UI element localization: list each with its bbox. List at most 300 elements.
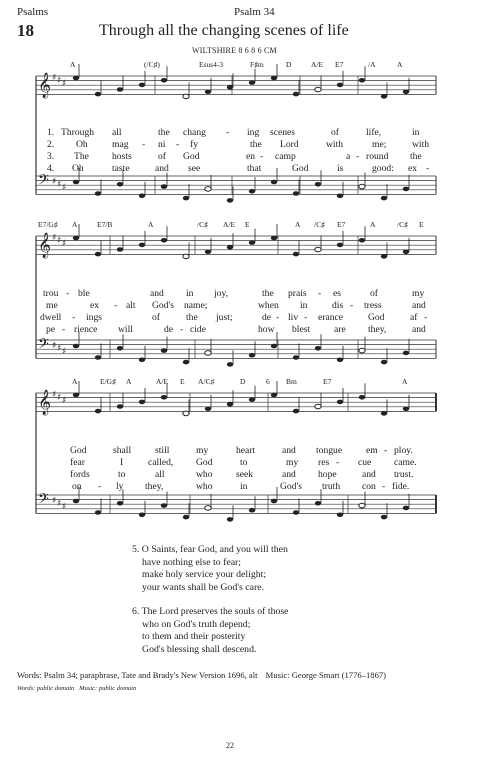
clef-glyph: ♯ [52,496,57,506]
credits [17,670,386,680]
lyric-syllable: God [70,445,87,456]
note-head [205,351,211,356]
lyric-syllable: cide [190,324,206,335]
lyric-syllable: hope [318,469,337,480]
note-head [271,344,277,349]
lyric-syllable: taste [112,163,130,174]
lyric-syllable: - [72,312,76,323]
chord: E [180,377,185,386]
lyric-syllable: will [118,324,133,335]
chord: A [72,377,78,386]
lyric-syllable: ings [86,312,102,323]
clef-glyph: ♯ [57,236,62,246]
note-head [293,510,299,515]
chord: A/E [223,220,236,229]
note-head [73,180,79,185]
note-head [381,411,387,416]
lyric-syllable: dwell [40,312,62,323]
lyric-syllable: - [318,288,322,299]
note-head [315,501,321,506]
note-head [271,393,277,398]
note-head [403,187,409,192]
lyric-syllable: I [120,457,124,468]
lyric-syllable: round [366,151,389,162]
stanza-line: make holy service your delight; [142,569,267,580]
clef-glyph: ♯ [62,79,67,89]
lyric-syllable: - [382,481,386,492]
clef-glyph: ♯ [52,341,57,351]
stanza-line: to them and their posterity [142,631,246,642]
chord: A/E [156,377,169,386]
lyric-syllable: God [196,457,213,468]
chord: 6 [266,377,270,386]
lyric-syllable: - [304,312,308,323]
lyric-syllable: and [362,469,376,480]
note-head [95,409,101,414]
lyric-syllable: camp [275,151,296,162]
note-head [359,395,365,400]
note-head [315,247,321,252]
lyric-syllable: of [370,288,378,299]
lyric-syllable: cue [358,457,372,468]
page-number: 22 [226,741,234,750]
note-head [293,409,299,414]
clef-glyph: ♯ [62,347,67,357]
note-head [249,80,255,85]
note-head [337,400,343,405]
note-head [139,513,145,518]
note-head [403,407,409,412]
lyric-syllable: my [286,457,299,468]
lyric-syllable: me [46,300,58,311]
stanza-line: 6. The Lord preserves the souls of those [132,606,289,617]
chord: A [295,220,301,229]
lyric-syllable: seek [236,469,254,480]
chord: A [402,377,408,386]
hymn-title: Through all the changing scenes of life [99,22,349,39]
verse-number: 3. [47,151,55,162]
lyric-syllable: - [180,324,184,335]
lyric-syllable: - [142,139,146,150]
lyric-syllable: a [346,151,351,162]
note-head [183,94,189,99]
lyric-syllable: - [276,312,280,323]
chord: /A [368,60,376,69]
verse-number: 2. [47,139,55,150]
note-head [139,400,145,405]
note-head [315,87,321,92]
note-head [315,404,321,409]
clef-glyph: ♯ [57,76,62,86]
clef-glyph: ♯ [57,393,62,403]
note-head [139,358,145,363]
lyric-syllable: of [158,151,166,162]
chord: A [148,220,154,229]
note-head [161,238,167,243]
note-head [161,78,167,83]
note-head [73,393,79,398]
note-head [95,510,101,515]
stanza-line: God's blessing shall descend. [142,643,257,655]
lyric-syllable: and [150,288,164,299]
note-head [161,503,167,508]
lyric-syllable: joy, [214,288,229,299]
lyric-syllable: in [300,300,308,311]
stanza-line: 5. O Saints, fear God, and you will then [132,544,288,555]
note-head [183,196,189,201]
stanza-5 [132,544,288,594]
note-head [359,78,365,83]
note-head [95,92,101,97]
lyric-syllable: they, [145,481,164,492]
note-head [293,252,299,257]
note-head [117,346,123,351]
lyric-syllable: alt [126,300,136,311]
lyric-syllable: life, [366,127,382,138]
note-head [359,348,365,353]
lyric-syllable: my [412,288,425,299]
clef-glyph: ♯ [62,183,67,193]
lyric-syllable: and [282,445,296,456]
clef-glyph: ♯ [52,233,57,243]
clef-glyph: ♯ [57,499,62,509]
stanza-line: who on God's truth depend; [142,618,251,630]
chord: Bm [286,377,297,386]
note-head [73,236,79,241]
chord: E7 [337,220,346,229]
lyric-syllable: fide. [392,481,410,492]
note-head [381,515,387,520]
note-head [403,351,409,356]
note-head [293,355,299,360]
note-head [271,180,277,185]
lyric-syllable: God's [280,481,302,492]
lyric-syllable: en [246,151,256,162]
lyric-syllable: name; [184,300,208,311]
clef-glyph: 𝄢 [38,491,49,511]
note-head [249,240,255,245]
lyric-syllable: ex [90,300,100,311]
note-head [183,411,189,416]
lyric-syllable: in [186,288,194,299]
chord: A [370,220,376,229]
note-head [117,501,123,506]
tune-name: WILTSHIRE 8 6 8 6 CM [192,46,277,55]
note-head [381,94,387,99]
lyric-syllable: me; [372,139,387,150]
lyric-syllable: called, [148,457,174,468]
clef-glyph: 𝄞 [38,73,52,98]
copyright-note: Words: public domain Music: public domain [17,685,137,692]
note-head [117,182,123,187]
note-head [161,184,167,189]
note-head [249,353,255,358]
note-head [183,515,189,520]
clef-glyph: 𝄢 [38,336,49,356]
lyric-syllable: prais [288,288,307,299]
lyric-syllable: good: [372,163,394,174]
lyric-syllable: that [247,163,262,174]
note-head [271,76,277,81]
lyric-syllable: - [356,151,360,162]
note-head [271,499,277,504]
lyric-syllable: God's [152,300,174,311]
lyric-syllable: in [412,127,420,138]
lyric-syllable: are [334,324,346,335]
lyric-syllable: pe [46,324,56,335]
clef-glyph: ♯ [52,177,57,187]
note-head [337,194,343,199]
lyric-syllable: - [66,288,70,299]
lyric-syllable: The [74,151,89,162]
lyric-syllable: the [158,127,170,138]
lyric-syllable: with [412,139,430,150]
psalm-reference: Psalm 34 [234,6,275,18]
lyric-syllable: God [183,151,200,162]
note-head [359,184,365,189]
lyric-syllable: the [410,151,422,162]
note-head [227,402,233,407]
note-head [227,85,233,90]
note-head [227,245,233,250]
lyric-syllable: they, [368,324,387,335]
clef-glyph: ♯ [62,239,67,249]
chord: A/C♯ [198,377,215,386]
lyric-syllable: con [362,481,376,492]
lyric-syllable: trou [43,288,59,299]
chord: (/C♯) [144,60,160,69]
note-head [381,360,387,365]
chord: E [245,220,250,229]
lyric-syllable: fords [70,469,90,480]
chord: /C♯ [197,220,208,229]
chord: E7 [323,377,332,386]
chord: D [286,60,292,69]
chord: E7/G♯ [38,220,58,229]
lyric-syllable: - [176,139,180,150]
note-head [205,407,211,412]
note-head [117,87,123,92]
lyric-syllable: and [412,300,426,311]
chord: A [70,60,76,69]
lyric-syllable: - [384,445,388,456]
lyric-syllable: ex [408,163,418,174]
chord: D [240,377,246,386]
lyric-syllable: truth [322,481,341,492]
hymn-number: 18 [17,21,34,40]
chord: E [419,220,424,229]
lyric-syllable: chang [183,127,206,138]
lyric-syllable: in [240,481,248,492]
lyric-syllable: all [155,469,165,480]
clef-glyph: 𝄞 [38,233,52,258]
note-head [139,194,145,199]
lyric-syllable: the [262,288,274,299]
note-head [337,83,343,88]
lyric-syllable: just; [216,312,233,323]
lyric-syllable: mag [112,139,129,150]
lyric-syllable: ploy. [394,445,413,456]
note-head [337,358,343,363]
note-head [293,92,299,97]
words-credit: Words: Psalm 34; paraphrase, Tate and Brady's New Version 1696, alt [17,670,258,680]
lyric-syllable: ly [116,481,124,492]
note-head [205,187,211,192]
lyric-syllable: tress [364,300,382,311]
note-head [161,395,167,400]
chord: /C♯ [314,220,325,229]
note-head [227,198,233,203]
chord: A [126,377,132,386]
note-head [205,250,211,255]
lyric-syllable: God [292,163,309,174]
stanza-line: have nothing else to fear; [142,556,242,568]
clef-glyph: ♯ [62,502,67,512]
note-head [161,348,167,353]
note-head [183,254,189,259]
lyric-syllable: hosts [112,151,132,162]
chord: Esus4-3 [199,60,224,69]
lyric-syllable: scenes [270,127,296,138]
note-head [205,90,211,95]
lyric-syllable: Oh [72,163,84,174]
lyric-syllable: Through [61,127,95,138]
clef-glyph: ♯ [62,396,67,406]
note-head [227,517,233,522]
note-head [249,189,255,194]
note-head [403,506,409,511]
lyric-syllable: how [258,324,275,335]
note-head [183,360,189,365]
lyric-syllable: ing [247,127,260,138]
note-head [249,508,255,513]
chord: E7/B [97,220,113,229]
section-label: Psalms [17,6,49,18]
note-head [139,243,145,248]
clef-glyph: 𝄞 [38,390,52,415]
lyric-syllable: fy [190,139,198,150]
note-head [359,503,365,508]
music-credit: Music: George Smart (1776–1867) [265,670,387,680]
lyric-syllable: and [155,163,169,174]
lyric-syllable: - [114,300,118,311]
chord: E/G♯ [100,377,116,386]
note-head [337,513,343,518]
lyric-syllable: - [350,300,354,311]
lyric-syllable: - [62,324,66,335]
verse-number: 4. [47,163,55,174]
lyric-syllable: still [155,445,170,456]
note-head [227,362,233,367]
note-head [139,83,145,88]
lyric-syllable: who [196,481,213,492]
lyric-syllable: shall [113,445,132,456]
lyric-syllable: trust. [394,469,414,480]
chord: A [72,220,78,229]
clef-glyph: ♯ [52,390,57,400]
lyric-syllable: to [118,469,126,480]
note-head [359,238,365,243]
lyric-syllable: - [260,151,264,162]
note-head [117,404,123,409]
clef-glyph: ♯ [52,73,57,83]
lyric-syllable: dis [332,300,344,311]
lyric-syllable: and [282,469,296,480]
lyric-syllable: tongue [316,445,343,456]
lyric-syllable: the [250,139,262,150]
chord: /C♯ [397,220,408,229]
lyric-syllable: ni [158,139,166,150]
lyric-syllable: res [318,457,330,468]
note-head [249,397,255,402]
stanza-6 [132,606,289,656]
chord: E7 [335,60,344,69]
lyric-syllable: blest [292,324,311,335]
clef-glyph: 𝄢 [38,172,49,192]
lyric-syllable: who [196,469,213,480]
lyric-syllable: when [258,300,279,311]
lyric-syllable: erance [318,312,344,323]
lyric-syllable: de [262,312,272,323]
lyric-syllable: with [326,139,344,150]
lyric-syllable: Lord [280,139,299,150]
note-head [95,191,101,196]
lyric-syllable: de [164,324,174,335]
lyric-syllable: of [331,127,339,138]
lyric-syllable: on [72,481,82,492]
lyric-syllable: - [426,163,430,174]
lyric-syllable: es [333,288,341,299]
note-head [117,247,123,252]
note-head [73,76,79,81]
note-head [95,355,101,360]
lyric-syllable: of [152,312,160,323]
lyric-syllable: rience [74,324,98,335]
note-head [205,506,211,511]
note-head [403,250,409,255]
lyric-syllable: liv [288,312,299,323]
note-head [315,346,321,351]
lyric-syllable: - [226,127,230,138]
lyric-syllable: ble [78,288,90,299]
note-head [73,499,79,504]
note-head [381,254,387,259]
lyric-syllable: all [112,127,122,138]
note-head [315,182,321,187]
lyric-syllable: God [368,312,385,323]
lyric-syllable: - [424,312,428,323]
lyric-syllable: my [196,445,209,456]
lyric-syllable: and [412,324,426,335]
note-head [381,196,387,201]
lyric-syllable: came. [394,457,417,468]
lyric-syllable: is [337,163,344,174]
note-head [293,191,299,196]
clef-glyph: ♯ [57,180,62,190]
lyric-syllable: af [410,312,418,323]
chord: A [397,60,403,69]
lyric-syllable: - [98,481,102,492]
lyric-syllable: - [336,457,340,468]
stanza-line: your wants shall be God's care. [142,581,265,593]
chord: F♯m [250,60,264,69]
note-head [337,243,343,248]
note-head [95,252,101,257]
lyric-syllable: fear [70,457,85,468]
chord: A/E [311,60,324,69]
lyric-syllable: see [188,163,201,174]
lyric-syllable: Oh [76,139,88,150]
